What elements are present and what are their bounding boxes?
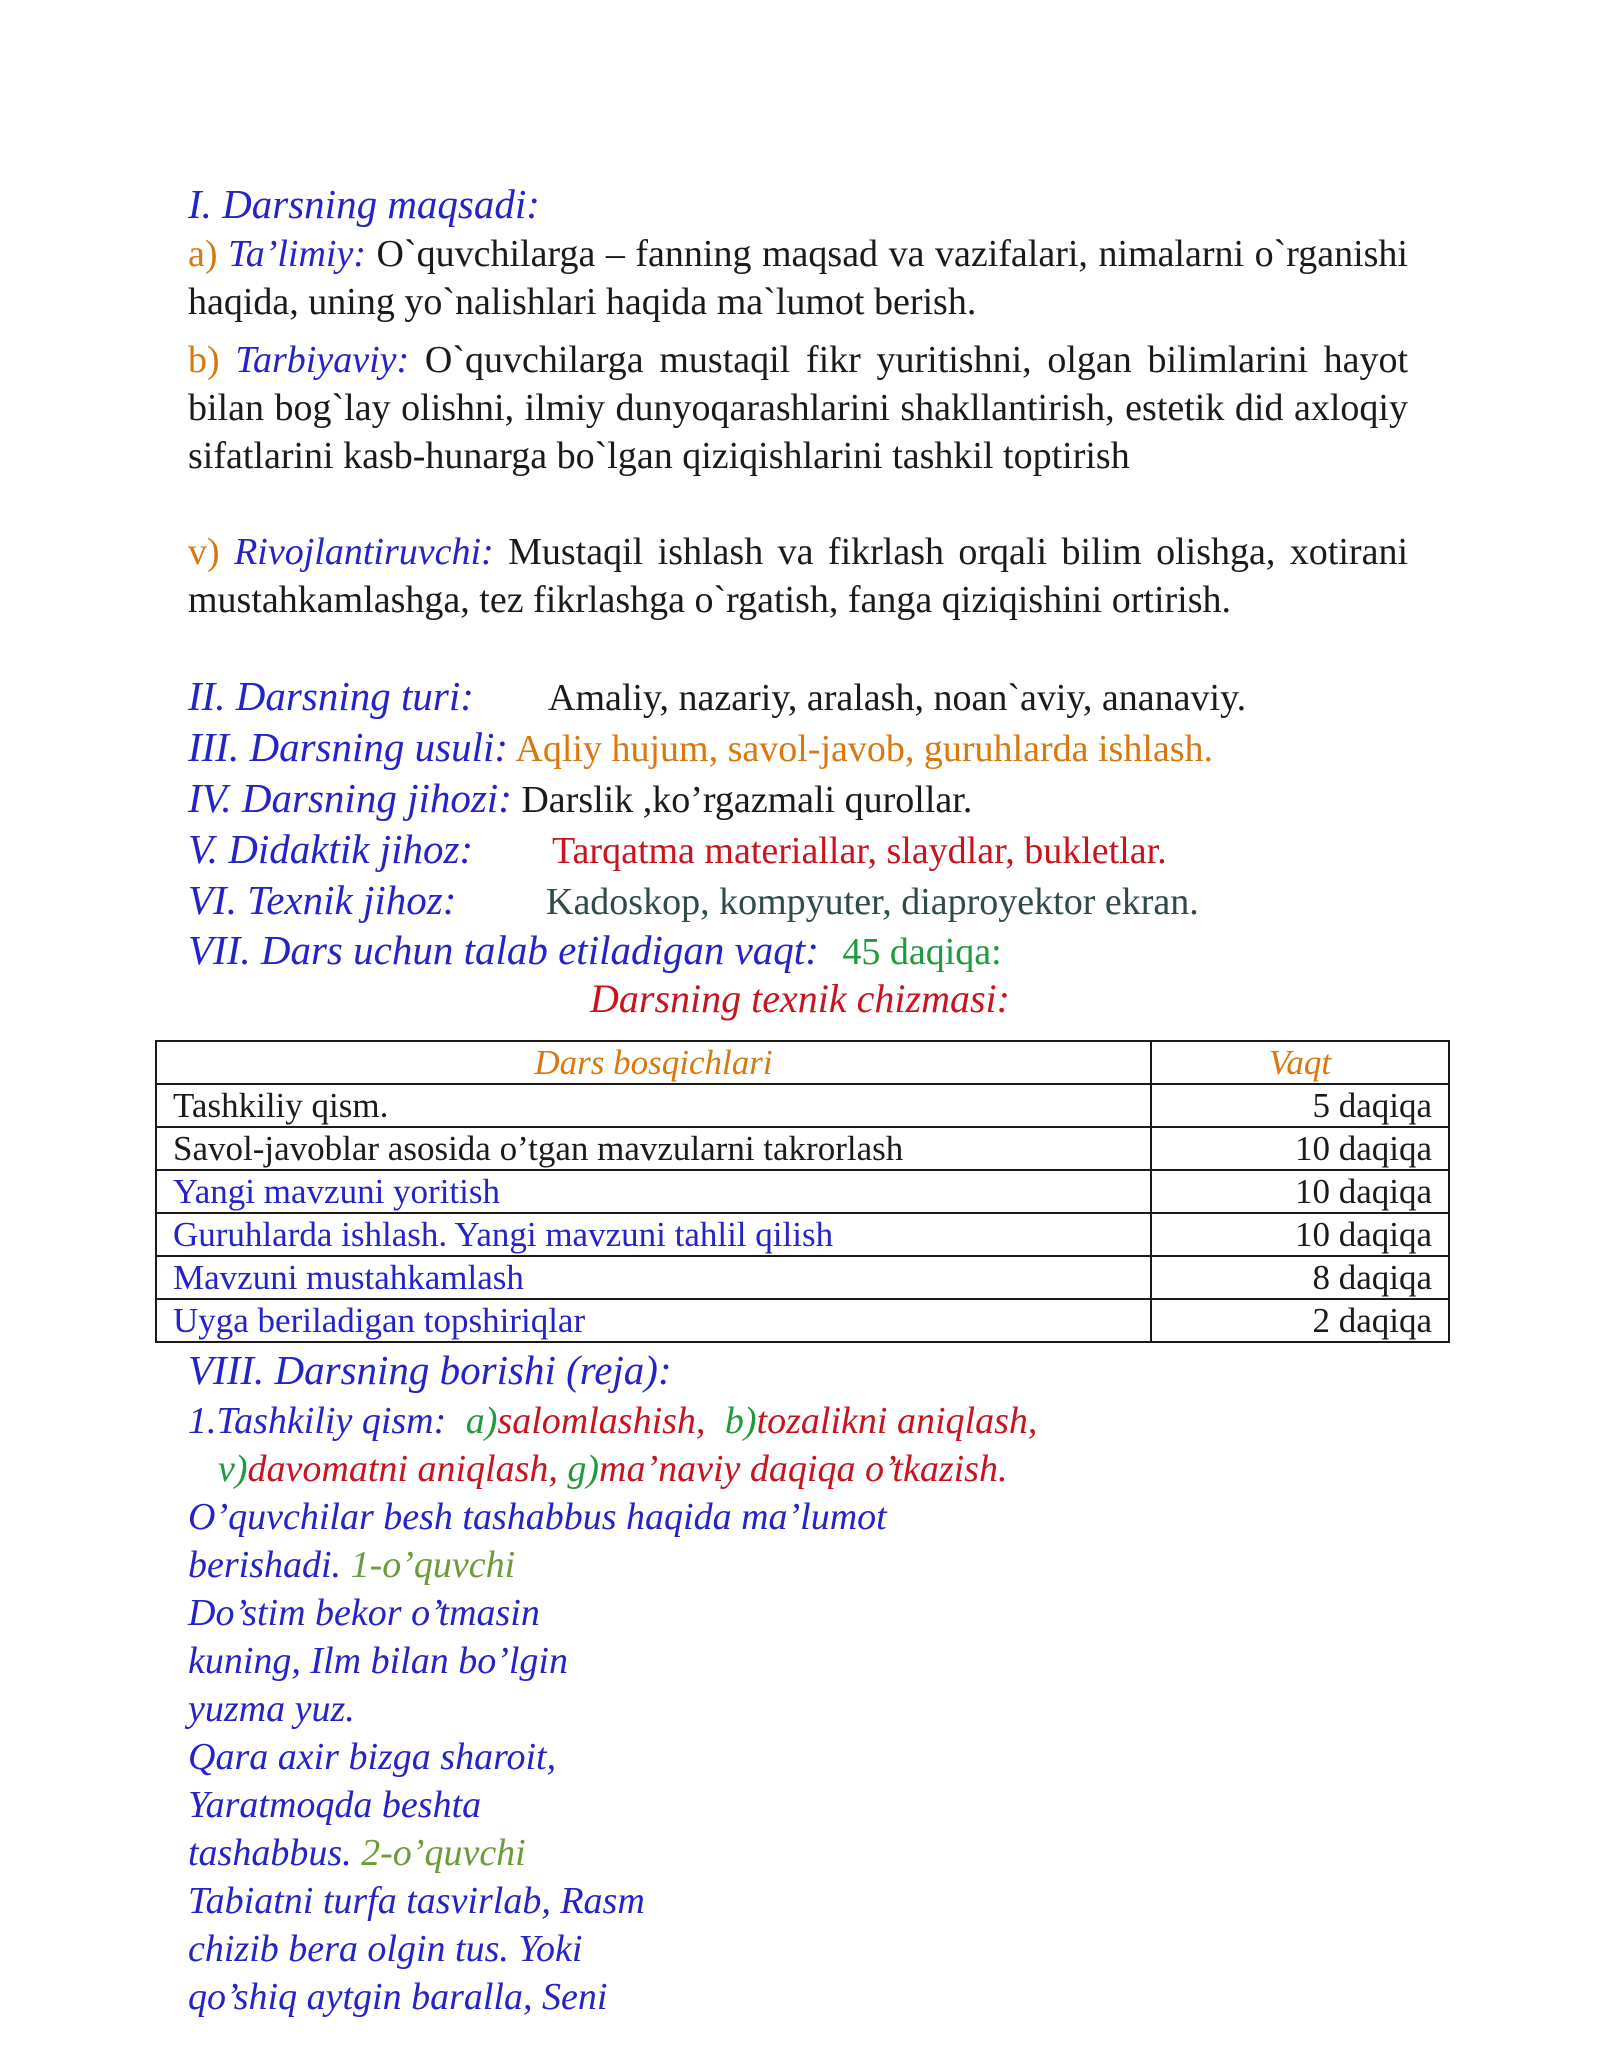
speaker-note: 2-o’quvchi [361,1832,526,1874]
progress-heading: VIII. Darsning borishi (reja): [188,1347,672,1393]
poem-line-text: berishadi. [188,1544,342,1586]
technical-equipment-label: VI. Texnik jihoz: [188,877,457,923]
poem-line [188,1493,1408,1541]
lesson-equipment-line [188,774,1408,824]
table-row [156,1213,1449,1256]
stage-name: Mavzuni mustahkamlash [156,1256,1151,1299]
table-header-stages: Dars bosqichlari [156,1041,1151,1084]
lesson-method-label: III. Darsning usuli: [188,724,509,770]
required-time-line [188,926,1408,976]
organization-line-2 [218,1445,1438,1493]
table-header-time: Vaqt [1151,1041,1449,1084]
lesson-type-value: Amaliy, nazariy, aralash, noan`aviy, ananaviy. [548,677,1247,719]
stage-time: 10 daqiqa [1151,1170,1449,1213]
technical-equipment-line [188,876,1408,926]
stage-name: Tashkiliy qism. [156,1084,1151,1127]
poem-line [188,1637,1408,1685]
lesson-type-line [188,672,1408,722]
organization-line-1 [188,1397,1408,1445]
lesson-method-line [188,723,1408,773]
table-row [156,1127,1449,1170]
goal-b-label: Tarbiyaviy: [235,339,410,381]
poem-line-text: Tabiatni turfa tasvirlab, Rasm [188,1880,645,1922]
required-time-value: 45 daqiqa: [842,931,1002,973]
poem-line [188,1541,1408,1589]
stage-time: 5 daqiqa [1151,1084,1449,1127]
didactic-equipment-line [188,825,1408,875]
stage-time: 8 daqiqa [1151,1256,1449,1299]
poem-line-text: Qara axir bizga sharoit, [188,1736,557,1778]
poem-line-text: O’quvchilar besh tashabbus haqida ma’lumot [188,1496,887,1538]
table-header-row [156,1041,1449,1084]
stage-name: Yangi mavzuni yoritish [156,1170,1151,1213]
goal-v-marker: v) [188,531,220,573]
poem-line [188,1589,1408,1637]
goal-v-text: Mustaqil ishlash va fikrlash orqali bilim olishga, xotirani mustahkamlashga, tez fikrlashga o`rgatish, fanga qiziqishini ortirish. [188,531,1408,621]
goal-b-text: O`quvchilarga mustaqil fikr yuritishni, olgan bilimlarini hayot bilan bog`lay olishni, ilmiy dunyoqarashlarini shakllantirish, estetik did axloqiy sifatlarini kasb-hunarga bo`lgan qiziqishlarini tashkil toptirish [188,339,1409,477]
poem-line-text: tashabbus. [188,1832,352,1874]
stage-name: Savol-javoblar asosida o’tgan mavzularni takrorlash [156,1127,1151,1170]
technical-equipment-value: Kadoskop, kompyuter, diaproyektor ekran. [546,881,1199,923]
table-row [156,1170,1449,1213]
org-b-marker: b) [724,1400,757,1442]
poem-line-text: qo’shiq aytgin baralla, Seni [188,1976,608,2018]
poem-line-text: yuzma yuz. [188,1688,355,1730]
poem-line [188,1685,1408,1733]
required-time-label: VII. Dars uchun talab etiladigan vaqt: [188,927,819,973]
poem-line-text: chizib bera olgin tus. Yoki [188,1928,583,1970]
poem-line-text: Do’stim bekor o’tmasin [188,1592,540,1634]
goal-a-label: Ta’limiy: [228,233,366,275]
didactic-equipment-label: V. Didaktik jihoz: [188,826,474,872]
organization-label: 1.Tashkiliy qism: [188,1400,447,1442]
poem-line-text: kuning, Ilm bilan bo’lgin [188,1640,568,1682]
stage-name: Guruhlarda ishlash. Yangi mavzuni tahlil qilish [156,1213,1151,1256]
lesson-method-value: Aqliy hujum, savol-javob, guruhlarda ishlash. [515,728,1214,770]
goal-developmental [188,528,1408,624]
org-g-text: ma’naviy daqiqa o’tkazish. [599,1448,1008,1490]
stage-time: 10 daqiqa [1151,1213,1449,1256]
table-row [156,1256,1449,1299]
org-b-text: tozalikni aniqlash, [756,1400,1038,1442]
poem-block [188,1493,1408,2021]
stage-time: 10 daqiqa [1151,1127,1449,1170]
goal-a-text: O`quvchilarga – fanning maqsad va vazifalari, nimalarni o`rganishi haqida, uning yo`nalishlari haqida ma`lumot berish. [188,233,1408,323]
lesson-equipment-value: Darslik ,ko’rgazmali qurollar. [521,779,973,821]
lesson-equipment-label: IV. Darsning jihozi: [188,775,512,821]
didactic-equipment-value: Tarqatma materiallar, slaydlar, bukletlar. [552,830,1167,872]
poem-line [188,1973,1408,2021]
lesson-stages-table [155,1040,1450,1343]
goal-heading: I. Darsning maqsadi: [188,181,540,227]
poem-line [188,1925,1408,1973]
stage-name: Uyga beriladigan topshiriqlar [156,1299,1151,1342]
poem-line-text: Yaratmoqda beshta [188,1784,482,1826]
goal-a-marker: a) [188,233,218,275]
speaker-note: 1-o’quvchi [350,1544,516,1586]
org-g-marker: g) [567,1448,600,1490]
table-row [156,1299,1449,1342]
org-a-marker: a) [465,1400,498,1442]
poem-line [188,1877,1408,1925]
poem-line [188,1829,1408,1877]
goal-v-label: Rivojlantiruvchi: [234,531,494,573]
org-v-marker: v) [218,1448,248,1490]
org-a-text: salomlashish, [497,1400,706,1442]
goal-b-marker: b) [188,339,220,381]
goal-upbringing [188,336,1408,480]
lesson-type-label: II. Darsning turi: [188,673,474,719]
stage-time: 2 daqiqa [1151,1299,1449,1342]
poem-line [188,1733,1408,1781]
goal-educational [188,230,1408,326]
table-title: Darsning texnik chizmasi: [590,976,1010,1021]
org-v-text: davomatni aniqlash, [247,1448,558,1490]
table-row [156,1084,1449,1127]
poem-line [188,1781,1408,1829]
